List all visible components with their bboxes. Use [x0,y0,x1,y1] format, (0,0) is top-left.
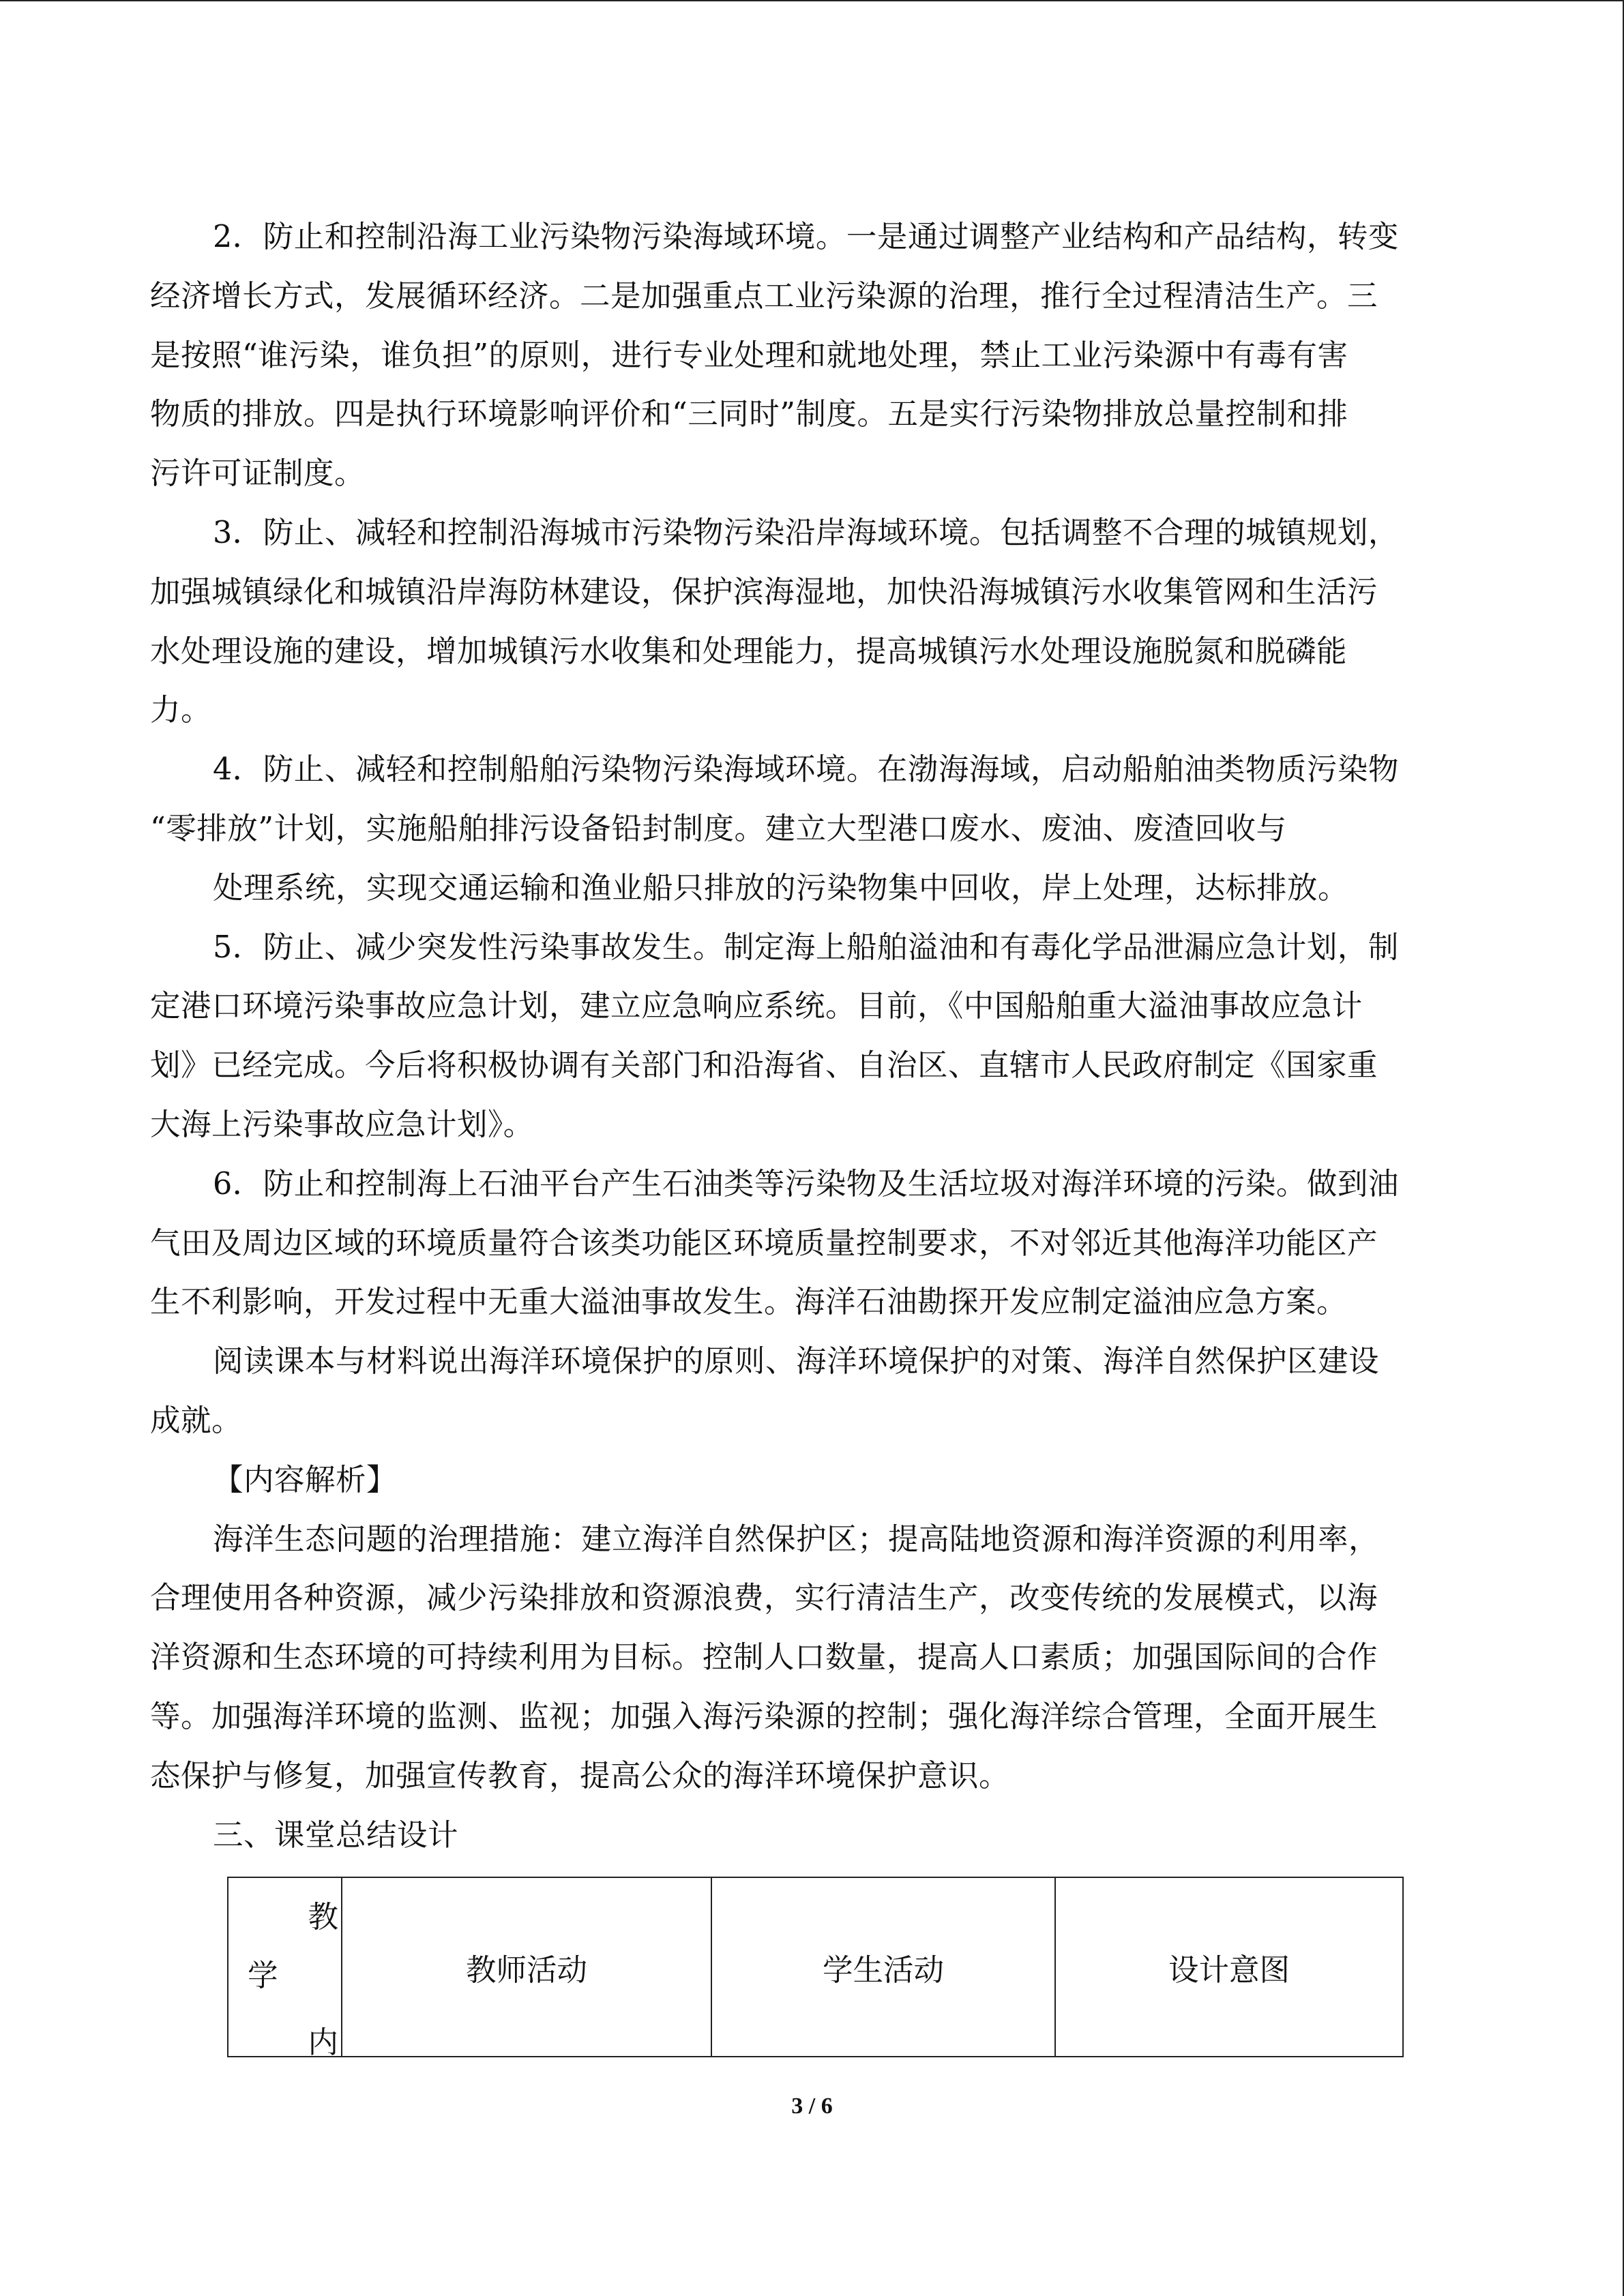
paragraph-line: 洋资源和生态环境的可持续利用为目标。控制人口数量，提高人口素质；加强国际间的合作 [150,1640,1378,1675]
paragraph-line: 物质的排放。四是执行环境影响评价和“三同时”制度。五是实行污染物排放总量控制和排 [150,397,1348,432]
paragraph-line: 生不利影响，开发过程中无重大溢油事故发生。海洋石油勘探开发应制定溢油应急方案。 [150,1285,1348,1320]
table-header-design-intent: 设计意图 [1055,1877,1403,2057]
paragraph-line: 污许可证制度。 [150,456,366,492]
table-header-teacher-activity: 教师活动 [342,1877,711,2057]
paragraph-line: 海洋生态问题的治理措施：建立海洋自然保护区；提高陆地资源和海洋资源的利用率， [213,1521,1380,1557]
paragraph-line: 4．防止、减轻和控制船舶污染物污染海域环境。在渤海海域，启动船舶油类物质污染物 [213,752,1399,788]
paragraph-line: 气田及周边区域的环境质量符合该类功能区环境质量控制要求，不对邻近其他海洋功能区产 [150,1225,1378,1261]
paragraph-line: 是按照“谁污染，谁负担”的原则，进行专业处理和就地处理，禁止工业污染源中有毒有害 [150,338,1348,373]
cell-char-top: 教 [308,1899,338,1935]
paragraph-line: 2．防止和控制沿海工业污染物污染海域环境。一是通过调整产业结构和产品结构，转变 [213,220,1399,254]
paragraph-line: 3．防止、减轻和控制沿海城市污染物污染沿岸海域环境。包括调整不合理的城镇规划， [213,515,1399,550]
section-heading: 三、课堂总结设计 [213,1817,459,1853]
class-summary-table [227,1877,1404,2060]
paragraph-line: 合理使用各种资源，减少污染排放和资源浪费，实行清洁生产，改变传统的发展模式，以海 [150,1581,1378,1616]
paragraph-line: 阅读课本与材料说出海洋环境保护的原则、海洋环境保护的对策、海洋自然保护区建设 [213,1344,1380,1380]
cell-char-middle: 学 [248,1958,278,1993]
cell-char-bottom: 内 [308,2025,338,2060]
paragraph-line: 5．防止、减少突发性污染事故发生。制定海上船舶溢油和有毒化学品泄漏应急计划，制 [213,929,1399,965]
paragraph-line: 态保护与修复，加强宣传教育，提高公众的海洋环境保护意识。 [150,1758,1010,1793]
paragraph-line: 大海上污染事故应急计划》。 [150,1107,534,1142]
section-heading: 【内容解析】 [213,1462,398,1497]
paragraph-line: 划》已经完成。今后将积极协调有关部门和沿海省、自治区、直辖市人民政府制定《国家重 [150,1048,1378,1084]
paragraph-line: 经济增长方式，发展循环经济。二是加强重点工业污染源的治理，推行全过程清洁生产。三 [150,278,1378,314]
paragraph-line: 加强城镇绿化和城镇沿岸海防林建设，保护滨海湿地，加快沿海城镇污水收集管网和生活污 [150,574,1378,610]
paragraph-line: “零排放”计划，实施船舶排污设备铅封制度。建立大型港口废水、废油、废渣回收与 [150,811,1287,846]
paragraph-line: 水处理设施的建设，增加城镇污水收集和处理能力，提高城镇污水处理设施脱氮和脱磷能 [150,633,1348,669]
paragraph-line: 定港口环境污染事故应急计划，建立应急响应系统。目前，《中国船舶重大溢油事故应急计 [150,989,1363,1024]
paragraph-line: 处理系统，实现交通运输和渔业船只排放的污染物集中回收，岸上处理，达标排放。 [213,870,1349,906]
paragraph-line: 成就。 [150,1403,243,1438]
paragraph-line: 等。加强海洋环境的监测、监视；加强入海污染源的控制；强化海洋综合管理，全面开展生 [150,1699,1378,1734]
paragraph-line: 6．防止和控制海上石油平台产生石油类等污染物及生活垃圾对海洋环境的污染。做到油 [213,1166,1399,1202]
document-body [150,208,1473,1865]
paragraph-line: 力。 [150,693,212,728]
page-number: 3 / 6 [791,2093,833,2119]
table-header-student-activity: 学生活动 [711,1877,1055,2057]
table-cell-teaching-content [228,1877,342,2060]
table-row [228,1877,1403,2057]
